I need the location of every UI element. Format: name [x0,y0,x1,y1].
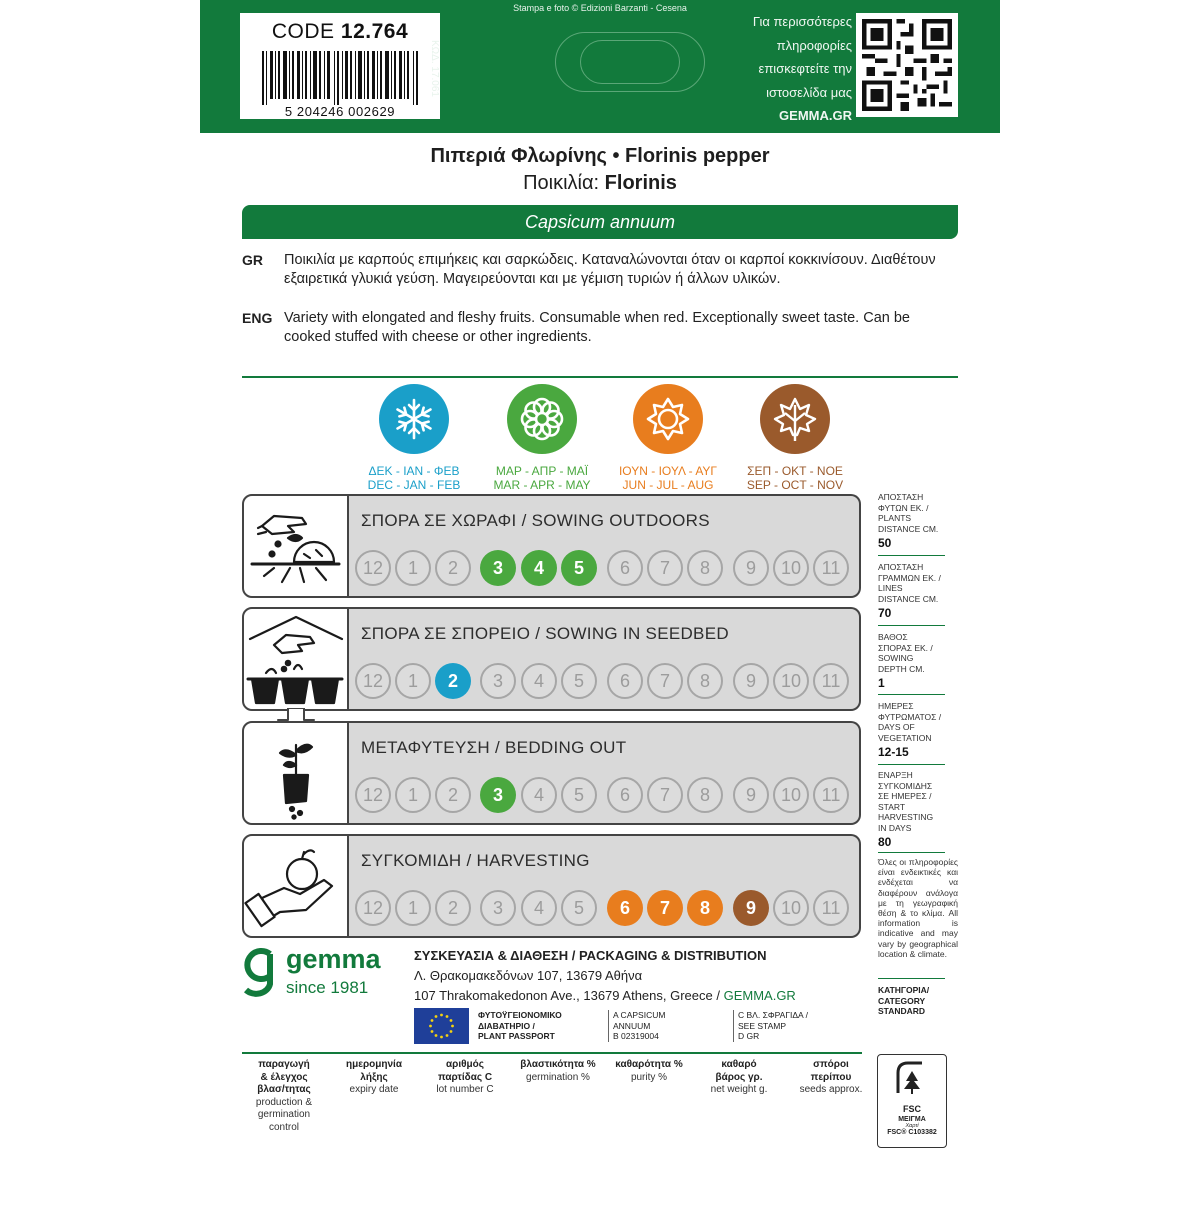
bottom-divider [242,1052,862,1054]
month-circle: 8 [687,663,723,699]
label-expiry: ημερομηνία λήξης expiry date [346,1059,402,1095]
month-circle: 7 [647,777,683,813]
month-circle: 11 [813,890,849,926]
row-sowing-in-seedbed: ΣΠΟΡΑ ΣΕ ΣΠΟΡΕΙΟ / SOWING IN SEEDBED 12 1 2 3 4 5 6 7 8 9 10 11 [349,607,861,711]
month-circle: 2 [435,663,471,699]
label-seeds: σπόροι περίπου seeds approx. [799,1059,863,1095]
eu-flag-icon [414,1008,469,1044]
plant-passport-a-b: A CAPSICUM ANNUUM B 02319004 [608,1010,728,1042]
product-code: CODE 12.764 [271,20,409,43]
month-circle: 9 [733,890,769,926]
month-circle: 4 [521,777,557,813]
month-circle: 8 [687,777,723,813]
bedding-out-icon [242,721,349,825]
disclaimer-note: Όλες οι πληροφορίες είναι ενδεικτικές και ενδέχεται να διαφέρουν ανάλογα με τη γεωγραφική θέση & το κλίμα. All information is indicative and may vary by geographical location & climate. [878,857,958,959]
month-circle: 8 [687,890,723,926]
month-circle: 1 [395,890,431,926]
month-circle: 8 [687,550,723,586]
kod-number: ΚΩΔ. 17.061 [429,40,440,97]
flower-icon [507,384,577,454]
spec-lines-distance: ΑΠΟΣΤΑΣΗ ΓΡΑΜΜΩΝ ΕΚ. / LINES DISTANCE CM. 70 [878,562,941,620]
month-circle: 12 [355,777,391,813]
snowflake-icon [379,384,449,454]
season-autumn: ΣΕΠ - ΟΚΤ - ΝΟΕ SEP - OCT - NOV [745,384,845,492]
season-summer: ΙΟΥΝ - ΙΟΥΛ - ΑΥΓ JUN - JUL - AUG [618,384,718,492]
months-harvesting [355,890,855,930]
fsc-label: FSC ΜΕΙΓΜΑ Χαρτί FSC® C103382 [877,1054,947,1148]
month-circle: 7 [647,890,683,926]
month-circle: 10 [773,777,809,813]
month-circle: 11 [813,550,849,586]
month-circle: 7 [647,663,683,699]
description-gr: GR Ποικιλία με καρπούς επιμήκεις και σαρκώδεις. Καταναλώνονται όταν οι καρποί κοκκινίσουν. Διαθέτουν εξαιρετικά γλυκιά γεύση. Μαγειρεύονται και με γέμιση τυριών ή άλλων υλικών. [242,252,936,287]
month-circle: 1 [395,777,431,813]
since-year: since 1981 [286,978,369,997]
month-circle: 6 [607,663,643,699]
hanger-slot-inner [580,40,680,84]
sun-icon [633,384,703,454]
barcode-icon [262,51,418,105]
seedbed-icon [242,607,349,711]
month-circle: 6 [607,890,643,926]
month-circle: 12 [355,890,391,926]
month-circle: 10 [773,550,809,586]
print-info: Stampa e foto © Edizioni Barzanti - Cesena [513,3,687,13]
plant-passport-c-d: C ΒΛ. ΣΦΡΑΓΙΔΑ / SEE STAMP D GR [733,1010,843,1042]
season-spring: ΜΑΡ - ΑΠΡ - ΜΑΪ MAR - APR - MAY [492,384,592,492]
qr-code-icon[interactable] [856,13,958,117]
month-circle: 2 [435,777,471,813]
month-circle: 2 [435,890,471,926]
months-sowing-outdoors [355,550,855,590]
label-production: παραγωγή & έλεγχος βλασ/τητας production & germination control [255,1059,313,1133]
month-circle: 9 [733,550,769,586]
packaging-info: ΣΥΣΚΕΥΑΣΙΑ & ΔΙΑΘΕΣΗ / PACKAGING & DISTRIBUTION Λ. Θρακομακεδόνων 107, 13679 Αθήνα 107 Thrakomakedonon Ave., 13679 Athens, Greece / GEMMA.GR [414,948,796,1003]
row-bedding-out: ΜΕΤΑΦΥΤΕΥΣΗ / BEDDING OUT 12 1 2 3 4 5 6 7 8 9 10 11 [349,721,861,825]
footer-site-link[interactable]: GEMMA.GR [723,988,796,1003]
month-circle: 3 [480,777,516,813]
row-harvesting: ΣΥΓΚΟΜΙΔΗ / HARVESTING 12 1 2 3 4 5 6 7 8 9 10 11 [349,834,861,938]
harvesting-icon [242,834,349,938]
product-title: Πιπεριά Φλωρίνης • Florinis pepper [430,145,770,167]
sowing-outdoors-icon [242,494,349,598]
description-en: ENG Variety with elongated and fleshy fruits. Consumable when red. Exceptionally sweet taste. Can be cooked stuffed with cheese or other ingredients. [242,310,910,345]
spec-sowing-depth: ΒΑΘΟΣ ΣΠΟΡΑΣ ΕΚ. / SOWING DEPTH CM. 1 [878,632,933,690]
label-purity: καθαρότητα % purity % [615,1059,683,1083]
month-circle: 4 [521,890,557,926]
plant-passport-label: ΦΥΤΟΫΓΕΙΟΝΟΜΙΚΟ ΔΙΑΒΑΤΗΡΙΟ / PLANT PASSPORT [478,1010,562,1041]
row-sowing-outdoors: ΣΠΟΡΑ ΣΕ ΧΩΡΑΦΙ / SOWING OUTDOORS 12 1 2 3 4 5 6 7 8 9 10 11 [349,494,861,598]
month-circle: 10 [773,890,809,926]
gemma-logo-icon [240,946,280,1002]
months-bedding-out [355,777,855,817]
month-circle: 5 [561,777,597,813]
site-link[interactable]: GEMMA.GR [779,108,852,123]
barcode-box [240,13,440,119]
month-circle: 7 [647,550,683,586]
month-circle: 4 [521,550,557,586]
spec-start-harvesting: ΕΝΑΡΞΗ ΣΥΓΚΟΜΙΔΗΣ ΣΕ ΗΜΕΡΕΣ / START HARVESTING IN DAYS 80 [878,770,934,849]
label-net-weight: καθαρό βάρος γρ. net weight g. [710,1059,768,1095]
month-circle: 3 [480,663,516,699]
category: ΚΑΤΗΓΟΡΙΑ/ CATEGORY STANDARD [878,985,930,1016]
spec-plants-distance: ΑΠΟΣΤΑΣΗ ΦΥΤΩΝ ΕΚ. / PLANTS DISTANCE CM. 50 [878,492,939,550]
month-circle: 1 [395,663,431,699]
month-circle: 3 [480,550,516,586]
spec-days-vegetation: ΗΜΕΡΕΣ ΦΥΤΡΩΜΑΤΟΣ / DAYS OF VEGETATION 12-15 [878,701,942,759]
month-circle: 10 [773,663,809,699]
month-circle: 11 [813,663,849,699]
variety-line: Ποικιλία: Florinis [523,172,677,194]
month-circle: 11 [813,777,849,813]
brand-name: gemma [286,944,381,974]
month-circle: 5 [561,663,597,699]
latin-name-bar: Capsicum annuum [242,205,958,239]
divider [242,376,958,378]
month-circle: 6 [607,550,643,586]
fsc-tree-icon [892,1059,932,1097]
more-info-text: Για περισσότερες πληροφορίες επισκεφτείτε την ιστοσελίδα μας GEMMA.GR [712,10,852,128]
season-winter: ΔΕΚ - ΙΑΝ - ΦΕΒ DEC - JAN - FEB [364,384,464,492]
label-lot: αριθμός παρτίδας C lot number C [436,1059,494,1095]
month-circle: 1 [395,550,431,586]
label-germination: βλαστικότητα % germination % [520,1059,596,1083]
month-circle: 12 [355,663,391,699]
month-circle: 12 [355,550,391,586]
leaf-icon [760,384,830,454]
month-circle: 3 [480,890,516,926]
month-circle: 5 [561,550,597,586]
months-sowing-in-seedbed [355,663,855,703]
month-circle: 9 [733,663,769,699]
month-circle: 6 [607,777,643,813]
month-circle: 9 [733,777,769,813]
barcode-number: 5 204246 002629 [284,104,396,119]
month-circle: 4 [521,663,557,699]
month-circle: 2 [435,550,471,586]
month-circle: 5 [561,890,597,926]
